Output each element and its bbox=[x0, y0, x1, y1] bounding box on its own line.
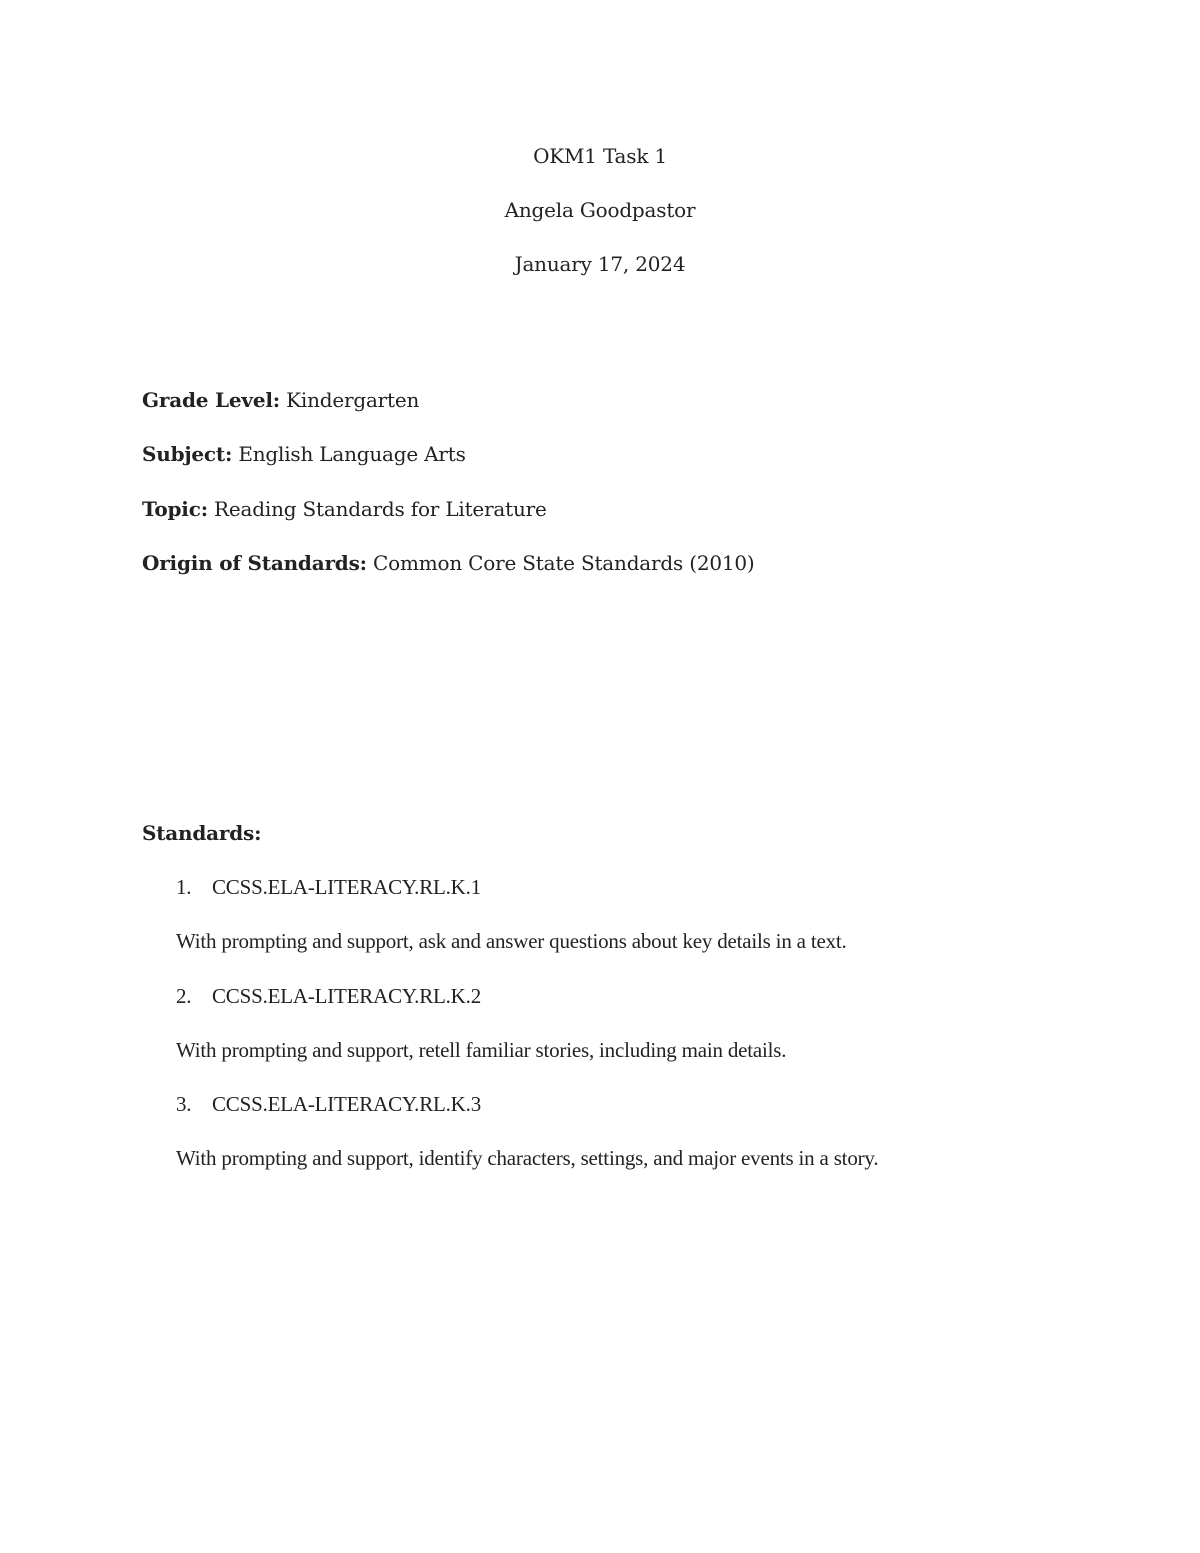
topic-line bbox=[142, 497, 547, 521]
standard-description: With prompting and support, ask and answer questions about key details in a text. bbox=[176, 929, 847, 953]
subject-line bbox=[142, 442, 466, 466]
standard-code: CCSS.ELA-LITERACY.RL.K.1 bbox=[212, 875, 481, 899]
origin-label: Origin of Standards: bbox=[142, 551, 367, 575]
standard-description: With prompting and support, retell familiar stories, including main details. bbox=[176, 1038, 787, 1062]
standard-code: CCSS.ELA-LITERACY.RL.K.3 bbox=[212, 1092, 481, 1116]
topic-value: Reading Standards for Literature bbox=[214, 497, 547, 521]
author-name: Angela Goodpastor bbox=[504, 198, 696, 222]
subject-label: Subject: bbox=[142, 442, 233, 466]
grade-level-line bbox=[142, 388, 419, 412]
standard-code: CCSS.ELA-LITERACY.RL.K.2 bbox=[212, 984, 481, 1008]
subject-value: English Language Arts bbox=[238, 442, 466, 466]
standard-number: 3. bbox=[176, 1092, 192, 1116]
origin-line bbox=[142, 551, 755, 575]
standard-item-2 bbox=[176, 984, 481, 1008]
standard-item-3 bbox=[176, 1092, 481, 1116]
standard-item-1 bbox=[176, 875, 481, 899]
standard-description: With prompting and support, identify characters, settings, and major events in a story. bbox=[176, 1146, 879, 1170]
topic-label: Topic: bbox=[142, 497, 208, 521]
document-date: January 17, 2024 bbox=[514, 252, 686, 276]
document-title: OKM1 Task 1 bbox=[533, 144, 667, 168]
standards-heading: Standards: bbox=[142, 821, 262, 845]
standard-number: 1. bbox=[176, 875, 192, 899]
grade-level-label: Grade Level: bbox=[142, 388, 280, 412]
grade-level-value: Kindergarten bbox=[286, 388, 420, 412]
origin-value: Common Core State Standards (2010) bbox=[373, 551, 755, 575]
standard-number: 2. bbox=[176, 984, 192, 1008]
